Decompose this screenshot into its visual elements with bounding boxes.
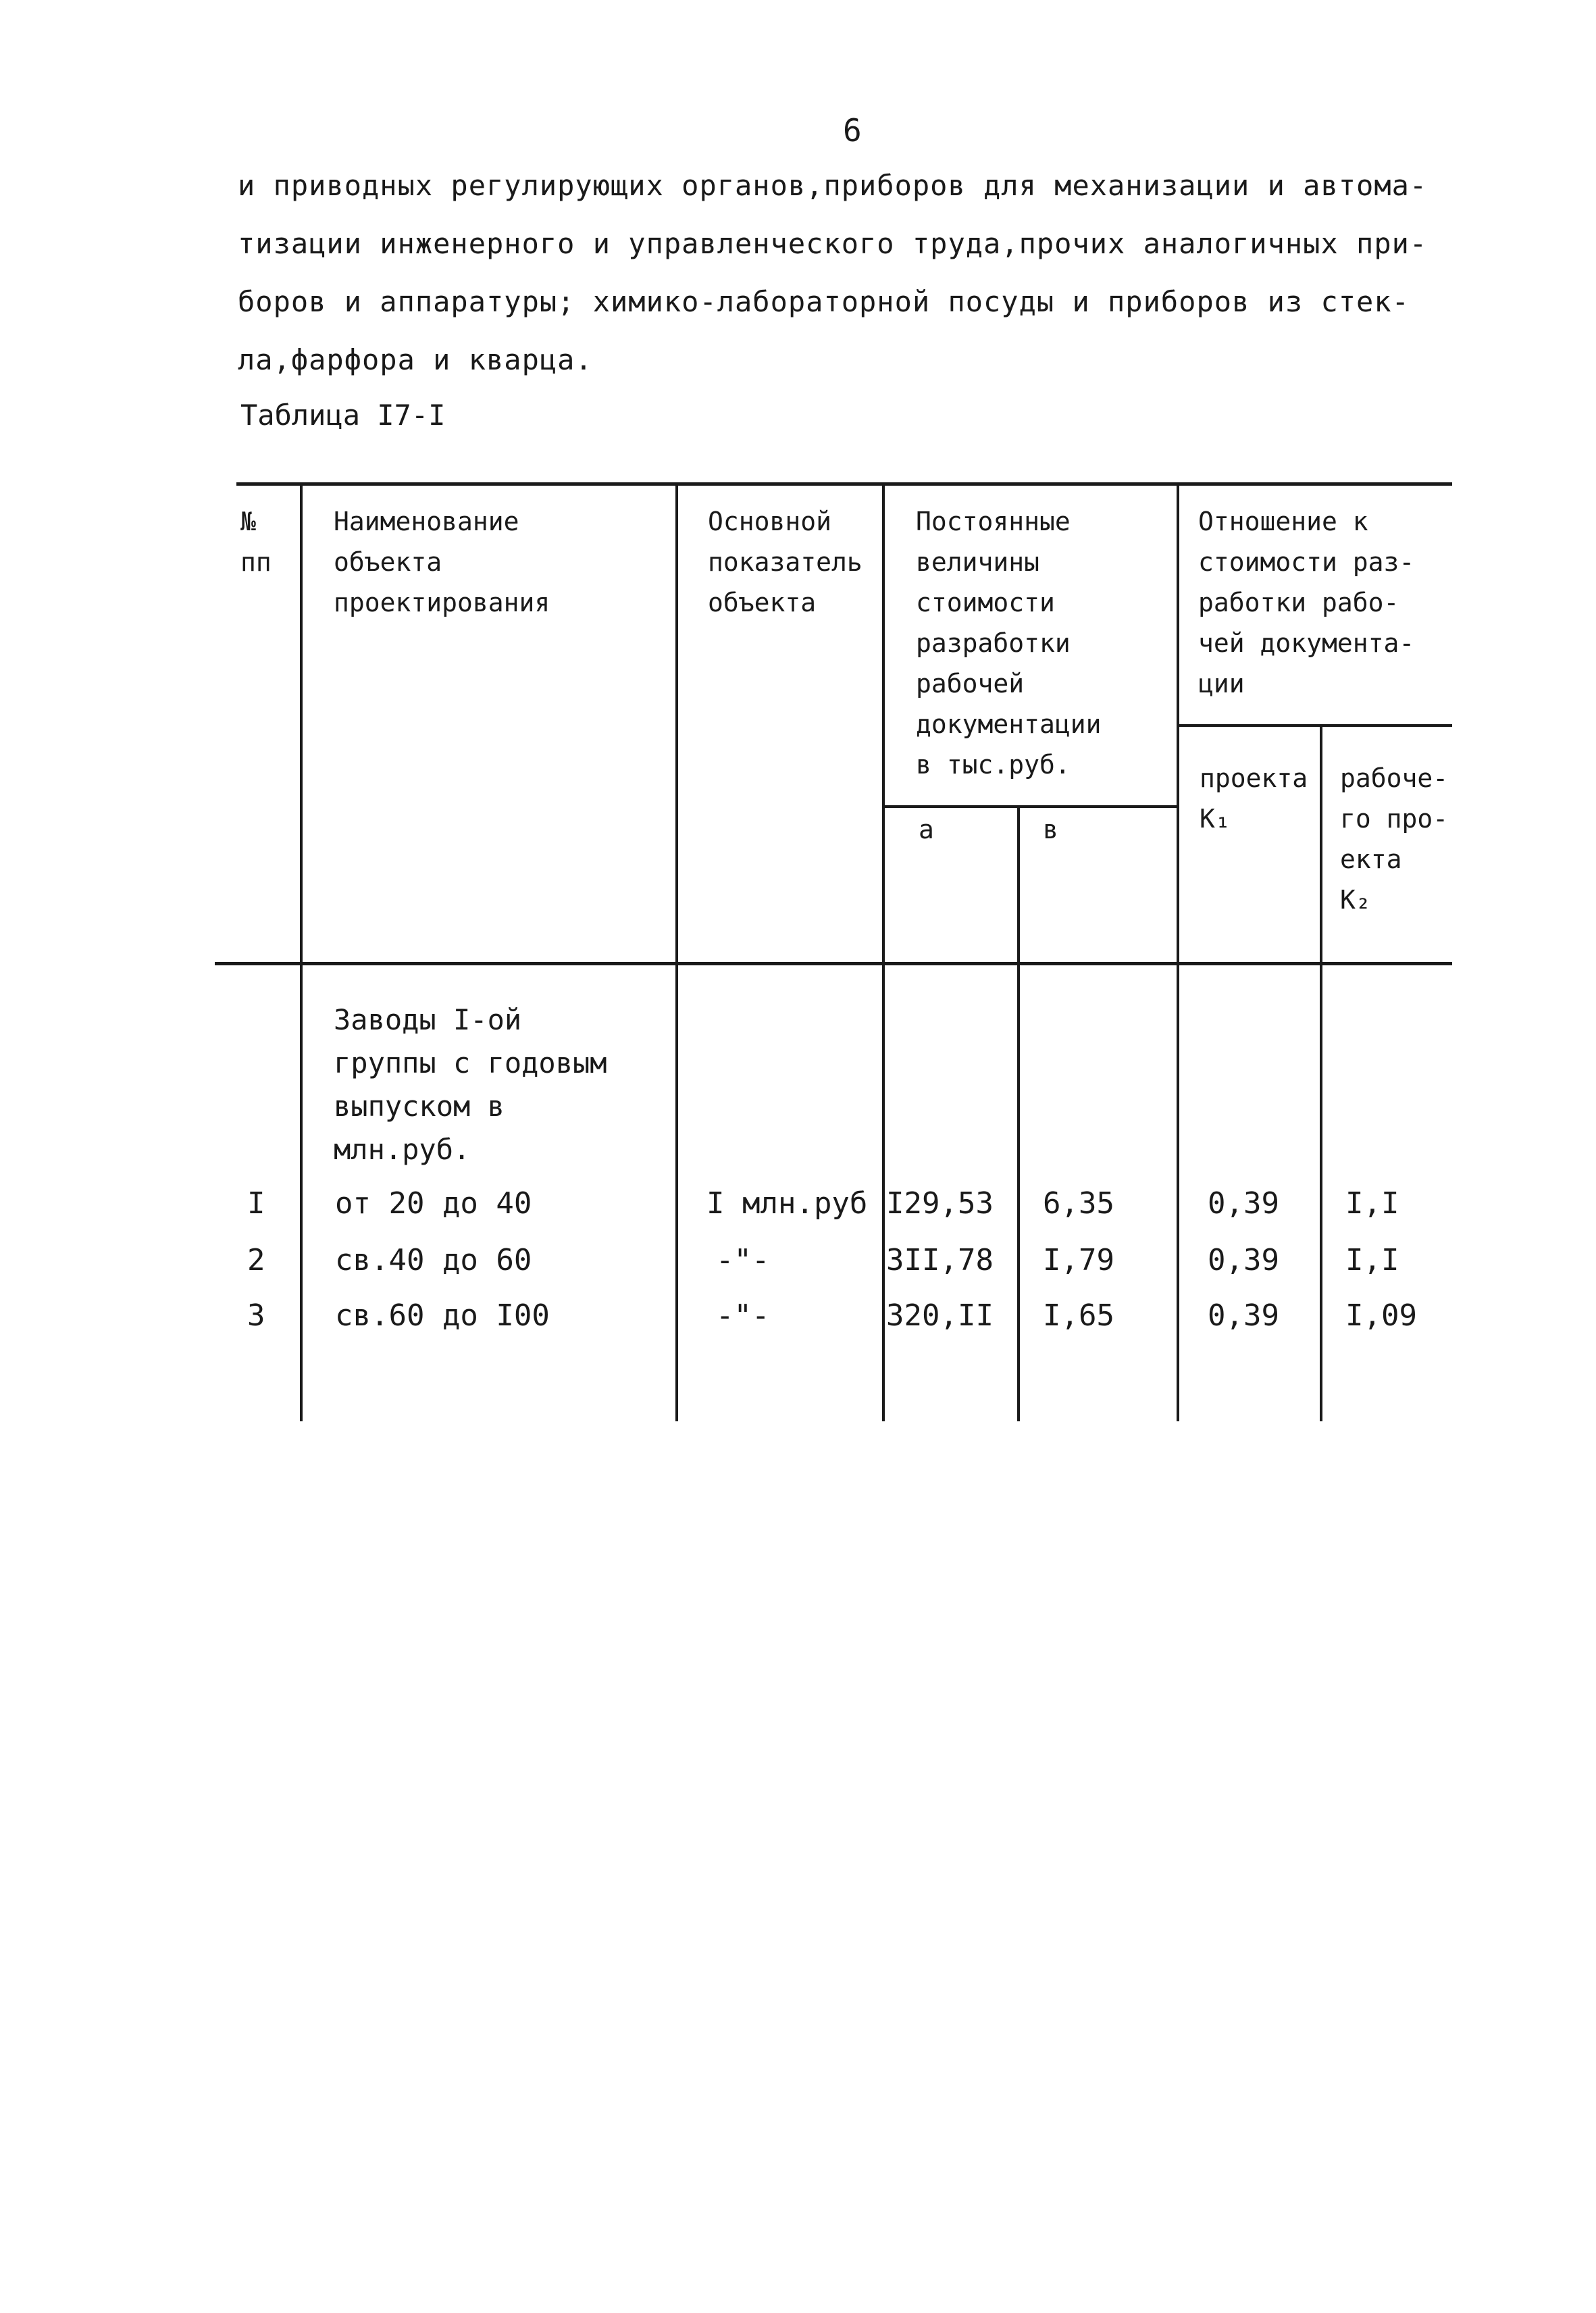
- col-rule-4: [1017, 805, 1020, 1421]
- col-rule-1: [300, 482, 303, 1421]
- header-indicator: Основной показатель объекта: [708, 507, 863, 617]
- row-indicator: -"-: [716, 1243, 770, 1277]
- col-rule-6: [1320, 724, 1322, 1421]
- col-rule-5: [1177, 482, 1179, 1421]
- paragraph-line: тизации инженерного и управленческого труда,прочих аналогичных при-: [238, 227, 1428, 260]
- header-ratio: Отношение к стоимости раз- работки рабо- чей документа- ции: [1198, 507, 1415, 698]
- header-const-b: в: [1043, 815, 1058, 844]
- constants-subheader-rule: [882, 805, 1177, 808]
- row-b: I,65: [1043, 1298, 1114, 1333]
- row-num: I: [247, 1186, 265, 1221]
- row-k2: I,09: [1345, 1298, 1417, 1333]
- header-bottom-rule: [215, 962, 1452, 965]
- paragraph-line: и приводных регулирующих органов,приборов для механизации и автома-: [238, 169, 1428, 202]
- row-k1: 0,39: [1208, 1243, 1279, 1277]
- page-number: 6: [843, 112, 862, 149]
- row-b: I,79: [1043, 1243, 1114, 1277]
- row-name: от 20 до 40: [335, 1186, 532, 1221]
- group-label: Заводы I-ой группы с годовым выпуском в млн.руб.: [334, 1003, 607, 1166]
- table-top-rule: [236, 482, 1452, 486]
- header-const-a: а: [919, 815, 934, 844]
- row-k2: I,I: [1345, 1186, 1399, 1221]
- row-a: 3II,78: [886, 1243, 994, 1277]
- row-name: св.60 до I00: [335, 1298, 550, 1333]
- header-k2: рабоче- го про- екта K₂: [1340, 763, 1449, 915]
- row-num: 3: [247, 1298, 265, 1333]
- row-k2: I,I: [1345, 1243, 1399, 1277]
- row-a: I29,53: [886, 1186, 994, 1221]
- header-k1: проекта K₁: [1200, 763, 1308, 834]
- col-rule-3: [882, 482, 885, 1421]
- paragraph-line: ла,фарфора и кварца.: [238, 343, 593, 376]
- row-a: 320,II: [886, 1298, 994, 1333]
- row-k1: 0,39: [1208, 1298, 1279, 1333]
- row-b: 6,35: [1043, 1186, 1114, 1221]
- row-name: св.40 до 60: [335, 1243, 532, 1277]
- header-constants: Постоянные величины стоимости разработки рабочей документации в тыс.руб.: [916, 507, 1102, 780]
- table-caption: Таблица I7-I: [240, 399, 446, 432]
- ratio-subheader-rule: [1177, 724, 1452, 727]
- row-k1: 0,39: [1208, 1186, 1279, 1221]
- row-indicator: I млн.руб: [706, 1186, 868, 1221]
- row-indicator: -"-: [716, 1298, 770, 1333]
- row-num: 2: [247, 1243, 265, 1277]
- paragraph-line: боров и аппаратуры; химико-лабораторной посуды и приборов из стек-: [238, 285, 1410, 318]
- header-name: Наименование объекта проектирования: [334, 507, 550, 617]
- col-rule-2: [675, 482, 678, 1421]
- header-num: № пп: [240, 507, 272, 577]
